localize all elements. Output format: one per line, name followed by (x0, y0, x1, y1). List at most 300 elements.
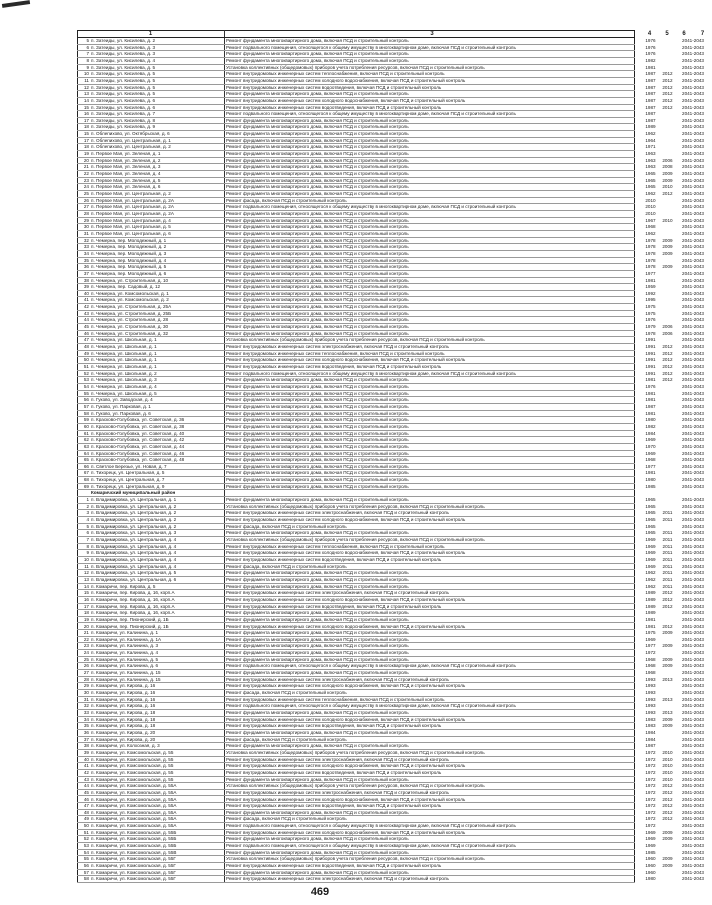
table-row (77, 876, 704, 883)
address-cell: п. Комаричи, ул. Калинина, д. 1А (91, 636, 162, 642)
address-cell: п. Первое Мая, ул. Зеленая, д. 4 (91, 171, 161, 177)
work-cell: Ремонт фундамента многоквартирного дома, включая ПСД и строительный контроль (226, 217, 409, 223)
row-number: 61 (83, 430, 89, 436)
period-cell: 2041-2043 (682, 97, 704, 103)
year-built-cell: 1991 (645, 344, 656, 350)
period-cell: 2041-2043 (682, 869, 704, 875)
row-number: 66 (83, 463, 89, 469)
work-cell: Ремонт фундамента многоквартирного дома, включая ПСД и строительный контроль (226, 131, 409, 137)
row-number: 38 (83, 277, 89, 283)
work-cell: Ремонт внутридомовых инженерных систем холодного водоснабжения, включая ПСД и строительный контроль (226, 97, 466, 103)
row-number: 25 (83, 656, 89, 662)
work-cell: Ремонт фундамента многоквартирного дома, включая ПСД и строительный контроль (226, 324, 409, 330)
period-cell: 2041-2043 (682, 377, 704, 383)
work-cell: Установка коллективных (общедомовых) приборов учета потребления ресурсов, включая ПСД и строительный контроль (226, 749, 485, 755)
address-cell: п. Комаричи, ул. Комсомольская, д. 55 (91, 749, 174, 755)
work-cell: Ремонт фундамента многоквартирного дома, включая ПСД и строительный контроль (226, 91, 409, 97)
work-cell: Ремонт фундамента многоквартирного дома, включая ПСД и строительный контроль (226, 244, 409, 250)
last-repair-cell: 2013 (662, 676, 673, 682)
last-repair-cell: 2012 (662, 603, 673, 609)
row-number: 50 (83, 823, 89, 829)
row-number: 54 (83, 849, 89, 855)
table-row (77, 383, 704, 391)
address-cell: п. Владимировка, ул. Центральная, д. 2 (91, 503, 177, 509)
address-cell: п. Затеиды, ул. Кисилева, д. 5 (91, 64, 156, 70)
work-cell: Ремонт фундамента многоквартирного дома, включая ПСД и строительный контроль (226, 224, 409, 230)
year-built-cell: 1977 (645, 463, 656, 469)
period-cell: 2041-2043 (682, 636, 704, 642)
last-repair-cell: 2009 (662, 171, 673, 177)
table-row (77, 497, 704, 504)
year-built-cell: 1969 (645, 537, 656, 543)
last-repair-cell (660, 38, 675, 45)
address-cell: п. Первое Мая, ул. Центральная, д. 2А (91, 197, 174, 203)
period-cell: 2041-2043 (682, 244, 704, 250)
last-repair-cell: 2010 (662, 763, 673, 769)
work-cell: Ремонт внутридомовых инженерных систем электроснабжения, включая ПСД и строительный контроль (226, 676, 449, 682)
period-cell: 2041-2043 (682, 517, 704, 523)
row-number: 30 (83, 690, 89, 696)
period-cell: 2041-2043 (682, 703, 704, 709)
period-cell: 2041-2043 (682, 556, 704, 562)
work-cell: Ремонт внутридомовых инженерных систем электроснабжения, включая ПСД и строительный контроль (226, 756, 449, 762)
year-built-cell: 1965 (645, 510, 656, 516)
address-cell: п. Чемерна, пер. Садовый, д. 12 (91, 284, 161, 290)
year-built-cell: 1983 (645, 716, 656, 722)
work-cell: Ремонт фундамента многоквартирного дома, включая ПСД и строительный контроль (226, 397, 409, 403)
work-cell: Ремонт фундамента многоквартирного дома, включая ПСД и строительный контроль (226, 849, 409, 855)
address-cell: п. Комаричи, ул. Комсомольская, д. 55 (91, 756, 174, 762)
row-number: 10 (83, 71, 89, 77)
period-cell: 2041-2043 (682, 324, 704, 330)
period-cell: 2041-2043 (682, 776, 704, 782)
last-repair-cell: 2009 (662, 643, 673, 649)
year-built-cell: 1981 (645, 390, 656, 396)
period-cell: 2041-2043 (682, 184, 704, 190)
address-cell: п. Первое Мая, ул. Центральная, д. 5 (91, 224, 171, 230)
work-cell: Ремонт внутридомовых инженерных систем теплоснабжения, включая ПСД и строительный контроль (226, 543, 445, 549)
address-cell: п. Комаричи, ул. Комсомольская, д. 55Б (91, 836, 177, 842)
period-cell: 2041-2043 (682, 723, 704, 729)
table-row (77, 537, 704, 544)
period-cell: 2041-2043 (682, 836, 704, 842)
row-number: 41 (83, 763, 89, 769)
table-row (77, 616, 704, 624)
work-cell: Ремонт фундамента многоквартирного дома, включая ПСД и строительный контроль (226, 151, 409, 157)
period-cell: 2041-2043 (682, 357, 704, 363)
work-cell: Ремонт фундамента многоквартирного дома, включая ПСД и строительный контроль (226, 423, 409, 429)
last-repair-cell: 2012 (662, 596, 673, 602)
address-cell: п. Чемерна, ул. Строительная, д. 30 (91, 324, 169, 330)
address-cell: п. Комаричи, ул. Комсомольская, д. 55А (91, 789, 177, 795)
work-cell: Ремонт фундамента многоквартирного дома, включая ПСД и строительный контроль (226, 463, 409, 469)
row-number: 18 (83, 144, 89, 150)
table-row (77, 264, 704, 271)
period-cell: 2041-2043 (682, 84, 704, 90)
last-repair-cell: 2006 (662, 324, 673, 330)
address-cell: п. Гуково, ул. Парковая, д. 6 (91, 410, 151, 416)
last-repair-cell: 2009 (662, 630, 673, 636)
work-cell: Ремонт внутридомовых инженерных систем холодного водоснабжения, включая ПСД и строительный контроль (226, 357, 466, 363)
row-number: 11 (84, 563, 89, 569)
address-cell: п. Комаричи, ул. Кирова, д. 20 (91, 729, 156, 735)
period-cell: 2041-2043 (682, 676, 704, 682)
year-built-cell: 1972 (645, 749, 656, 755)
year-built-cell: 1976 (645, 383, 656, 389)
work-cell: Ремонт внутридомовых инженерных систем электроснабжения, включая ПСД и строительный контроль (226, 510, 449, 516)
year-built-cell: 1993 (645, 683, 656, 689)
last-repair-cell (660, 743, 675, 750)
header-cell: 7 (700, 31, 705, 37)
work-cell: Ремонт внутридомовых инженерных систем электроснабжения, включая ПСД и строительный контроль (226, 590, 449, 596)
address-cell: п. Чемерна, ул. Школьная, д. 1 (91, 337, 157, 343)
period-cell: 2041-2043 (682, 144, 704, 150)
last-repair-cell (660, 317, 675, 324)
period-cell: 2041-2043 (682, 51, 704, 57)
year-built-cell: 1972 (645, 763, 656, 769)
work-cell: Ремонт фундамента многоквартирного дома, включая ПСД и строительный контроль (226, 650, 409, 656)
work-cell: Ремонт фундамента многоквартирного дома, включая ПСД и строительный контроль (226, 497, 409, 503)
work-cell: Ремонт фундамента многоквартирного дома, включая ПСД и строительный контроль (226, 410, 409, 416)
period-cell: 2041-2043 (682, 716, 704, 722)
last-repair-cell: 2010 (662, 776, 673, 782)
year-built-cell: 1969 (645, 836, 656, 842)
year-built-cell: 1959 (645, 284, 656, 290)
table-row (77, 71, 704, 78)
year-built-cell: 1995 (645, 297, 656, 303)
period-cell: 2041-2043 (682, 304, 704, 310)
year-built-cell: 1965 (645, 523, 656, 529)
last-repair-cell: 2009 (662, 836, 673, 842)
last-repair-cell: 2012 (662, 77, 673, 83)
period-cell: 2041-2043 (682, 690, 704, 696)
year-built-cell: 1987 (645, 71, 656, 77)
table-row (77, 171, 704, 178)
row-number: 46 (83, 796, 89, 802)
last-repair-cell (660, 124, 675, 131)
period-cell: 2041-2043 (682, 583, 704, 589)
year-built-cell: 1976 (645, 44, 656, 50)
row-number: 13 (83, 576, 89, 582)
row-number: 15 (83, 104, 89, 110)
year-built-cell: 1981 (645, 470, 656, 476)
last-repair-cell: 2010 (662, 749, 673, 755)
period-cell: 2041-2043 (682, 789, 704, 795)
year-built-cell: 1982 (645, 423, 656, 429)
work-cell: Ремонт фундамента многоквартирного дома, включая ПСД и строительный контроль (226, 57, 409, 63)
header-cell: 1 (148, 31, 153, 37)
header-cell: 5 (665, 31, 669, 37)
table-row (77, 863, 704, 870)
row-number: 21 (83, 630, 89, 636)
last-repair-cell (660, 397, 675, 404)
period-cell: 2041-2043 (682, 430, 704, 436)
row-number: 31 (83, 230, 89, 236)
page-number: 469 (310, 886, 330, 898)
year-built-cell: 1975 (645, 630, 656, 636)
last-repair-cell: 2011 (662, 563, 673, 569)
work-cell: Установка коллективных (общедомовых) приборов учета потребления ресурсов, включая ПСД и строительный контроль (226, 537, 485, 543)
year-built-cell: 1965 (645, 517, 656, 523)
table-row (77, 131, 704, 138)
period-cell: 2041-2043 (682, 783, 704, 789)
work-cell: Ремонт фундамента многоквартирного дома, включая ПСД и строительный контроль (226, 210, 409, 216)
row-number: 56 (83, 863, 89, 869)
period-cell: 2041-2043 (682, 630, 704, 636)
last-repair-cell (660, 610, 675, 617)
period-cell: 2041-2043 (682, 397, 704, 403)
table-row (77, 550, 704, 557)
address-cell: п. Владимировка, ул. Центральная, д. 6 (91, 576, 177, 582)
work-cell: Ремонт фундамента многоквартирного дома, включая ПСД и строительный контроль (226, 443, 409, 449)
period-cell: 2041-2043 (682, 696, 704, 702)
period-cell: 2041-2043 (682, 530, 704, 536)
last-repair-cell: 2011 (662, 530, 673, 536)
row-number: 42 (83, 304, 89, 310)
work-cell: Ремонт внутридомовых инженерных систем электроснабжения, включая ПСД и строительный контроль (226, 876, 449, 882)
address-cell: п. Чемерна, ул. Строительная, д. 10 (91, 277, 169, 283)
period-cell: 2041-2043 (682, 876, 704, 882)
last-repair-cell (660, 431, 675, 438)
address-cell: п. Комаричи, пер. Кирова, д. 5 (91, 583, 156, 589)
row-number: 46 (83, 330, 89, 336)
last-repair-cell (660, 437, 675, 444)
address-cell: п. Чемерна, ул. Школьная, д. 5 (91, 390, 157, 396)
address-cell: п. Первое Мая, ул. Зеленая, д. 6 (91, 184, 161, 190)
table-row (77, 710, 704, 717)
period-cell: 2041-2043 (682, 171, 704, 177)
period-cell: 2041-2043 (682, 410, 704, 416)
row-number: 17 (83, 117, 89, 123)
year-built-cell: 1969 (645, 556, 656, 562)
year-built-cell: 1985 (645, 483, 656, 489)
table-row (77, 596, 704, 604)
year-built-cell: 1980 (645, 876, 656, 882)
last-repair-cell: 2012 (662, 590, 673, 596)
year-built-cell: 1993 (645, 710, 656, 715)
row-number: 18 (83, 124, 89, 130)
last-repair-cell: 2011 (662, 556, 673, 562)
work-cell: Ремонт фундамента многоквартирного дома, включая ПСД и строительный контроль (226, 869, 409, 875)
year-built-cell: 1971 (645, 144, 656, 150)
row-number: 52 (83, 836, 89, 842)
work-cell: Ремонт фундамента многоквартирного дома, включая ПСД и строительный контроль (226, 164, 409, 170)
last-repair-cell: 2012 (662, 104, 673, 110)
last-repair-cell: 2009 (662, 829, 673, 835)
table-row (77, 324, 704, 331)
address-cell: п. Чемерна, ул. Комсомольская, д. 2 (91, 297, 169, 303)
year-built-cell: 1972 (645, 776, 656, 782)
last-repair-cell: 2009 (662, 663, 673, 669)
last-repair-cell (660, 451, 675, 458)
year-built-cell: 1987 (645, 91, 656, 97)
table-row (77, 397, 704, 404)
period-cell: 2041-2043 (682, 503, 704, 509)
work-cell: Ремонт фундамента многоквартирного дома, включая ПСД и строительный контроль (226, 643, 409, 649)
period-cell: 2041-2043 (682, 344, 704, 350)
row-number: 48 (83, 344, 89, 350)
work-cell: Ремонт фундамента многоквартирного дома, включая ПСД и строительный контроль (226, 377, 409, 383)
period-cell: 2041-2043 (682, 204, 704, 210)
address-cell: п. Владимировка, ул. Центральная, д. 4 (91, 563, 177, 569)
last-repair-cell: 2009 (662, 656, 673, 662)
period-cell: 2041-2043 (682, 550, 704, 556)
row-number: 40 (83, 756, 89, 762)
address-cell: п. Затеиды, ул. Кисилева, д. 9 (91, 124, 156, 130)
address-cell: п. Первое Мая, ул. Центральная, д. 2А (91, 204, 174, 210)
period-cell: 2041-2043 (682, 437, 704, 443)
last-repair-cell (660, 151, 675, 158)
work-cell: Ремонт внутридомовых инженерных систем водоотведения, включая ПСД и строительный контроль (226, 863, 442, 869)
row-number: 36 (83, 729, 89, 735)
table-row (77, 403, 704, 411)
address-cell: п. Красково-Голубовка, ул. Советская, д. 36 (91, 417, 185, 423)
period-cell: 2041-2043 (682, 450, 704, 456)
row-number: 42 (83, 769, 89, 775)
address-cell: п. Чемерна, ул. Школьная, д. 1 (91, 357, 157, 363)
row-number: 5 (86, 38, 89, 43)
address-cell: п. Первое Мая, ул. Зеленая, д. 3 (91, 164, 161, 170)
table-row (77, 91, 704, 98)
work-cell: Ремонт внутридомовых инженерных систем водоотведения, включая ПСД и строительный контроль (226, 603, 442, 609)
address-cell: п. Затеиды, ул. Кисилева, д. 5 (91, 71, 156, 77)
work-cell: Ремонт фундамента многоквартирного дома, включая ПСД и строительный контроль (226, 124, 409, 130)
year-built-cell: 1972 (645, 789, 656, 795)
last-repair-cell (660, 224, 675, 231)
period-cell: 2041-2043 (682, 576, 704, 582)
work-cell: Ремонт фундамента многоквартирного дома, включая ПСД и строительный контроль (226, 530, 409, 536)
last-repair-cell (660, 198, 675, 205)
last-repair-cell (660, 211, 675, 218)
year-built-cell: 1993 (645, 696, 656, 702)
work-cell: Ремонт фундамента многоквартирного дома, включая ПСД и строительный контроль (226, 177, 409, 183)
last-repair-cell (660, 470, 675, 477)
row-number: 23 (83, 177, 89, 183)
year-built-cell: 1981 (645, 410, 656, 416)
row-number: 11 (84, 77, 89, 83)
year-built-cell: 1969 (645, 450, 656, 456)
period-cell: 2041-2043 (682, 443, 704, 449)
table-row (77, 843, 704, 850)
year-built-cell: 1969 (645, 843, 656, 849)
period-cell: 2041-2043 (682, 151, 704, 157)
row-number: 44 (83, 783, 89, 789)
period-cell: 2041-2043 (682, 523, 704, 529)
last-repair-cell (660, 204, 675, 211)
address-cell: п. Комаричи, ул. Кирова, д. 16 (91, 683, 156, 689)
row-number: 55 (83, 390, 89, 396)
address-cell: п. Затеиды, ул. Кисилева, д. 3 (91, 51, 156, 57)
work-cell: Ремонт фундамента многоквартирного дома, включая ПСД и строительный контроль (226, 656, 409, 662)
last-repair-cell (660, 876, 675, 883)
address-cell: п. Комаричи, ул. Калинина, д. 1 (91, 630, 159, 636)
work-cell: Ремонт внутридомовых инженерных систем холодного водоснабжения, включая ПСД и строительный контроль (226, 683, 466, 689)
period-cell: 2041-2043 (682, 117, 704, 123)
work-cell: Установка коллективных (общедомовых) приборов учета потребления ресурсов, включая ПСД и строительный контроль (226, 337, 485, 343)
row-number: 15 (83, 590, 89, 596)
last-repair-cell: 2010 (662, 217, 673, 223)
table-row (77, 590, 704, 597)
period-cell: 2041-2043 (682, 610, 704, 616)
row-number: 52 (83, 370, 89, 376)
row-number: 35 (83, 723, 89, 729)
last-repair-cell: 2012 (662, 789, 673, 795)
table-row (77, 284, 704, 291)
table-row (77, 556, 704, 564)
table-row (77, 683, 704, 690)
table-row (77, 224, 704, 231)
address-cell: п. Владимировка, ул. Центральная, д. 4 (91, 543, 177, 549)
address-cell: п. Чемерна, ул. Строительная, д. 25Б (91, 310, 172, 316)
last-repair-cell: 2010 (662, 756, 673, 762)
work-cell: Ремонт подвального помещения, относящегося к общему имуществу в многоквартирном доме, включая ПСД и строительный контроль (226, 843, 516, 849)
address-cell: п. Комаричи, ул. Кирова, д. 16 (91, 690, 156, 696)
period-cell: 2041-2043 (682, 423, 704, 429)
table-row (77, 729, 704, 737)
period-cell: 2041-2043 (682, 803, 704, 809)
work-cell: Ремонт внутридомовых инженерных систем водоотведения, включая ПСД и строительный контроль (226, 364, 442, 370)
row-number: 67 (83, 470, 89, 476)
row-number: 37 (83, 736, 89, 742)
address-cell: п. Первое Мая, ул. Центральная, д. 2 (91, 191, 171, 197)
work-cell: Установка коллективных (общедомовых) приборов учета потребления ресурсов, включая ПСД и строительный контроль (226, 856, 485, 862)
year-built-cell: 1978 (645, 264, 656, 270)
address-cell: п. Чемерна, пер. Молодежный, д. 2 (91, 244, 167, 250)
work-cell: Ремонт внутридомовых инженерных систем холодного водоснабжения, включая ПСД и строительный контроль (226, 596, 466, 602)
period-cell: 2041-2043 (682, 383, 704, 389)
period-cell: 2041-2043 (682, 670, 704, 676)
period-cell: 2041-2043 (682, 264, 704, 270)
address-cell: п. Комаричи, пер. Пионерский, д. 1Б (91, 616, 169, 622)
row-number: 16 (83, 111, 89, 117)
address-cell: п. Комаричи, ул. Комсомольская, д. 55В (91, 849, 177, 855)
year-built-cell: 1962 (645, 570, 656, 576)
address-cell: п. Комаричи, ул. Комсомольская, д. 55Г (91, 876, 176, 882)
row-number: 60 (83, 423, 89, 429)
year-built-cell: 1987 (645, 84, 656, 90)
address-cell: п. Затеиды, ул. Кисилева, д. 8 (91, 117, 156, 123)
address-cell: п. Красково-Голубовка, ул. Советская, д. 44 (91, 443, 185, 449)
row-number: 58 (83, 876, 89, 882)
last-repair-cell (660, 337, 675, 344)
period-cell: 2041-2043 (682, 769, 704, 775)
address-cell: п. Первое Мая, ул. Центральная, д. 2А (91, 210, 174, 216)
work-cell: Ремонт внутридомовых инженерных систем теплоснабжения, включая ПСД и строительный контроль (226, 350, 445, 356)
year-built-cell: 1982 (645, 57, 656, 63)
period-cell: 2041-2043 (682, 124, 704, 130)
last-repair-cell: 2009 (662, 856, 673, 862)
last-repair-cell (660, 524, 675, 531)
address-cell: п. Чемерна, пер. Молодежный, д. 4 (91, 257, 167, 263)
period-cell: 2041-2043 (682, 463, 704, 469)
address-cell: п. Владимировка, ул. Центральная, д. 1 (91, 497, 177, 503)
address-cell: п. Чемерна, ул. Школьная, д. 4 (91, 383, 157, 389)
period-cell: 2041-2043 (682, 370, 704, 376)
address-cell: п. Первое Мая, ул. Центральная, д. 4 (91, 217, 171, 223)
last-repair-cell (660, 484, 675, 491)
period-cell: 2041-2043 (682, 816, 704, 822)
period-cell: 2041-2043 (682, 364, 704, 370)
last-repair-cell (660, 384, 675, 391)
last-repair-cell: 2011 (662, 576, 673, 582)
address-cell: п. Тихорецк, ул. Центральная, д. 5 (91, 470, 165, 476)
address-cell: п. Владимировка, ул. Центральная, д. 4 (91, 556, 177, 562)
year-built-cell: 1987 (645, 743, 656, 749)
table-row (77, 763, 704, 770)
address-cell: п. Комаричи, пер. Кирова, д. 16, корп.А (91, 610, 175, 616)
last-repair-cell (660, 424, 675, 431)
year-built-cell: 1960 (645, 869, 656, 875)
